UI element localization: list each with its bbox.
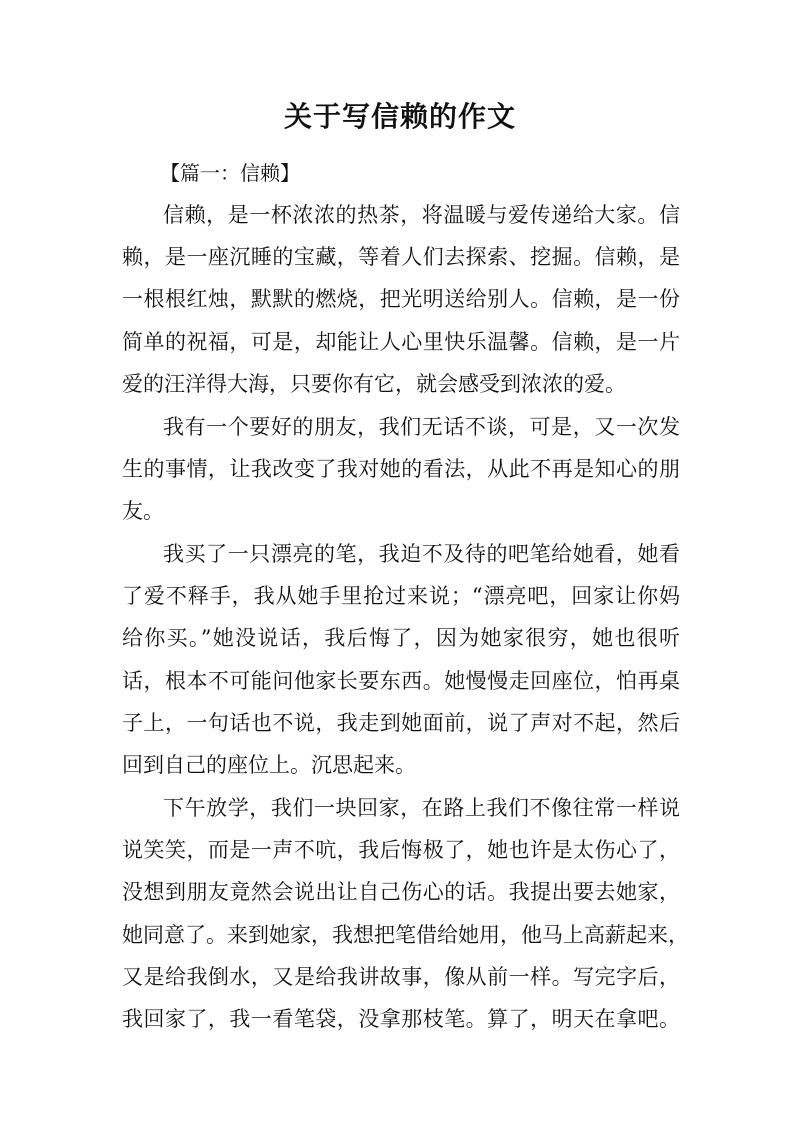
paragraph-line: 了爱不释手，我从她手里抢过来说；“漂亮吧，回家让你妈 [122, 584, 680, 608]
paragraph-line: 生的事情，让我改变了我对她的看法，从此不再是知心的朋 [122, 457, 680, 481]
paragraph-line: 子上，一句话也不说，我走到她面前，说了声对不起，然后 [122, 711, 680, 735]
paragraph-line: 我回家了，我一看笔袋，没拿那枝笔。算了，明天在拿吧。 [122, 1007, 680, 1031]
paragraph-line: 没想到朋友竟然会说出让自己伤心的话。我提出要去她家， [122, 880, 680, 904]
paragraph-line: 爱的汪洋得大海，只要你有它，就会感受到浓浓的爱。 [122, 372, 626, 396]
paragraph-line: 又是给我倒水，又是给我讲故事，像从前一样。写完字后， [122, 965, 680, 989]
document-title: 关于写信赖的作文 [283, 100, 516, 133]
paragraph-line: 话，根本不可能问他家长要东西。她慢慢走回座位，怕再桌 [122, 669, 680, 693]
paragraph-line: 信赖，是一杯浓浓的热茶，将温暖与爱传递给大家。信 [163, 203, 680, 227]
paragraph-line: 给你买。”她没说话，我后悔了，因为她家很穷，她也很听 [122, 626, 680, 650]
paragraph-line: 友。 [122, 499, 164, 523]
paragraph-line: 下午放学，我们一块回家，在路上我们不像往常一样说 [163, 796, 680, 820]
paragraph-line: 简单的祝福，可是，却能让人心里快乐温馨。信赖，是一片 [122, 330, 680, 354]
paragraph-line: 说笑笑，而是一声不吭，我后悔极了，她也许是太伤心了， [122, 838, 680, 862]
section-label: 【篇一：信赖】 [160, 161, 300, 185]
paragraph-line: 赖，是一座沉睡的宝藏，等着人们去探索、挖掘。信赖，是 [122, 245, 680, 269]
paragraph-line: 她同意了。来到她家，我想把笔借给她用，他马上高薪起来， [122, 923, 689, 947]
paragraph-line: 回到自己的座位上。沉思起来。 [122, 753, 416, 777]
paragraph-line: 一根根红烛，默默的燃烧，把光明送给别人。信赖，是一份 [122, 287, 680, 311]
paragraph-line: 我有一个要好的朋友，我们无话不谈，可是，又一次发 [163, 415, 680, 439]
paragraph-line: 我买了一只漂亮的笔，我迫不及待的吧笔给她看，她看 [163, 542, 680, 566]
